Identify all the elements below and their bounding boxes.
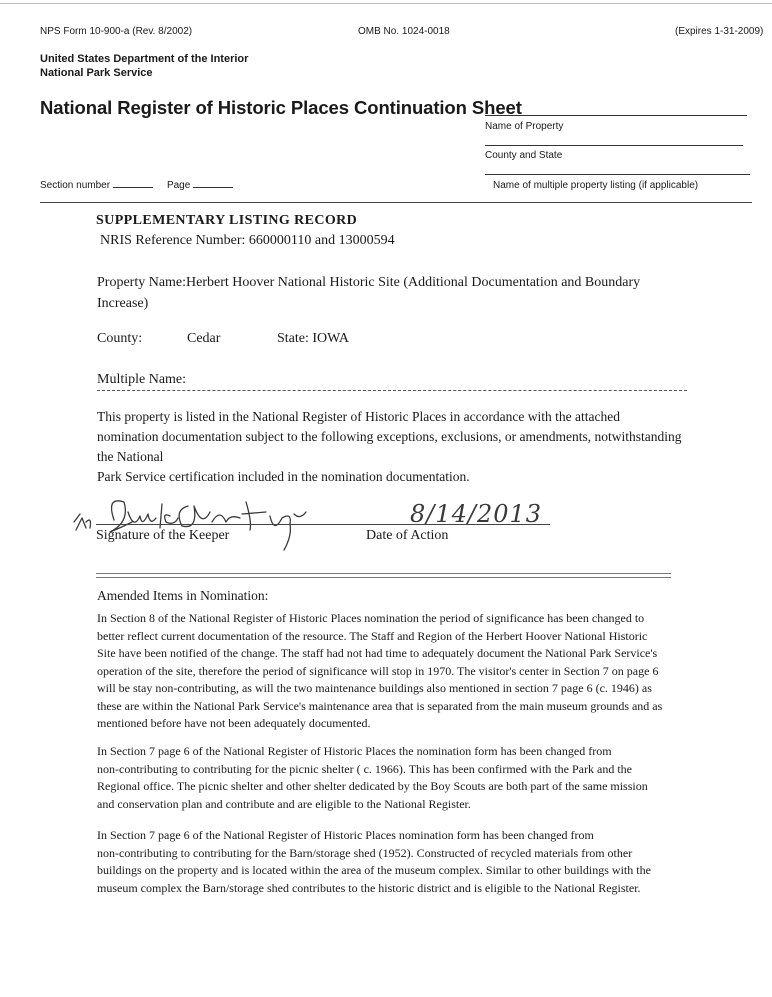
handwritten-date: 8/14/2013 bbox=[410, 500, 543, 528]
department-name: United States Department of the Interior bbox=[40, 53, 249, 65]
paragraph-line: In Section 7 page 6 of the National Register of Historic Places nomination form has been changed from bbox=[97, 828, 594, 842]
paragraph-line: non-contributing to contributing for the Barn/storage shed (1952). Constructed of recycled materials from other bbox=[97, 845, 633, 860]
paragraph-line: buildings on the property and is located within the area of the museum complex. Similar to other buildings with the bbox=[97, 863, 651, 877]
paragraph-line: these are within the National Park Service's maintenance area that is separated from the main museum grounds and as bbox=[97, 698, 663, 713]
section-number-blank bbox=[113, 178, 153, 188]
date-label: Date of Action bbox=[366, 528, 449, 543]
signature-label: Signature of the Keeper bbox=[96, 528, 230, 543]
multiple-listing-line bbox=[485, 174, 750, 175]
header-rule bbox=[40, 202, 752, 203]
page-blank bbox=[193, 178, 233, 188]
paragraph-line: will be stay non-contributing, as will the two maintenance buildings also mentioned in section 7 page 6 (c. 1946) as bbox=[97, 681, 652, 695]
signature-line bbox=[96, 524, 550, 525]
paragraph-line: In Section 8 of the National Register of Historic Places nomination the period of significance has been changed to bbox=[97, 611, 645, 625]
certification-line: This property is listed in the National Register of Historic Places in accordance with the attached bbox=[97, 409, 620, 424]
property-name-line: Increase) bbox=[97, 296, 149, 311]
form-id: NPS Form 10-900-a (Rev. 8/2002) bbox=[40, 26, 193, 37]
property-name-line: Property Name:Herbert Hoover National Historic Site (Additional Documentation and Boundary bbox=[97, 275, 641, 290]
certification-line: the National bbox=[97, 449, 164, 464]
paragraph-line: In Section 7 page 6 of the National Register of Historic Places the nomination form has been changed from bbox=[97, 744, 612, 758]
record-title: SUPPLEMENTARY LISTING RECORD bbox=[96, 213, 358, 228]
multiple-listing-label: Name of multiple property listing (if applicable) bbox=[493, 180, 699, 191]
paragraph-line: better reflect current documentation of the resource. The Staff and Region of the Herbert Hoover National Historic bbox=[97, 628, 648, 643]
amendment-paragraph bbox=[97, 827, 651, 897]
paragraph-line: operation of the site, therefore the period of significance will stop in 1970. The visitor's center in Section 7 on page 6 bbox=[97, 663, 659, 678]
double-rule-top bbox=[96, 573, 671, 574]
name-of-property-label: Name of Property bbox=[485, 121, 564, 132]
form-title: National Register of Historic Places Continuation Sheet bbox=[40, 97, 522, 118]
top-rule bbox=[0, 3, 772, 4]
certification-line: Park Service certification included in the nomination documentation. bbox=[97, 469, 470, 484]
paragraph-line: mentioned before have not been adequately documented. bbox=[97, 716, 371, 730]
service-name: National Park Service bbox=[40, 67, 153, 79]
paragraph-line: Regional office. The picnic shelter and other shelter dedicated by the Boy Scouts are both part of the same mission bbox=[97, 779, 648, 793]
amended-heading: Amended Items in Nomination: bbox=[97, 588, 269, 603]
property-name bbox=[97, 272, 657, 314]
page-label: Page bbox=[166, 180, 191, 191]
certification-text bbox=[97, 407, 682, 487]
section-page-row bbox=[40, 178, 233, 191]
nris-reference: NRIS Reference Number: 660000110 and 13000594 bbox=[100, 233, 395, 248]
omb-number: OMB No. 1024-0018 bbox=[358, 26, 450, 37]
county-state-label: County and State bbox=[485, 150, 563, 161]
county-label: County: bbox=[97, 331, 143, 346]
paragraph-line: non-contributing to contributing for the picnic shelter ( c. 1966). This has been confirmed with the Park and the bbox=[97, 761, 632, 776]
paragraph-line: and conservation plan and contribute and are eligible to the National Register. bbox=[97, 796, 471, 811]
amendment-paragraph bbox=[97, 610, 662, 733]
amendment-paragraph bbox=[97, 743, 648, 813]
expiration-date: (Expires 1-31-2009) bbox=[675, 26, 764, 37]
county-state-line bbox=[485, 145, 743, 146]
paragraph-line: Site have been notified of the change. The staff had not had time to adequately document the National Park Service's bbox=[97, 646, 658, 660]
section-number-label: Section number bbox=[40, 180, 111, 191]
paragraph-line: museum complex the Barn/storage shed contributes to the historic district and is eligible to the National Register. bbox=[97, 880, 641, 895]
state-value: State: IOWA bbox=[277, 331, 349, 346]
department-block bbox=[40, 52, 248, 80]
double-rule-bottom bbox=[96, 577, 671, 578]
dashed-separator bbox=[97, 390, 687, 391]
county-value: Cedar bbox=[187, 331, 221, 346]
multiple-name-label: Multiple Name: bbox=[97, 372, 187, 387]
certification-line: nomination documentation subject to the following exceptions, exclusions, or amendments, notwithstanding bbox=[97, 429, 682, 444]
name-of-property-line bbox=[485, 115, 747, 116]
